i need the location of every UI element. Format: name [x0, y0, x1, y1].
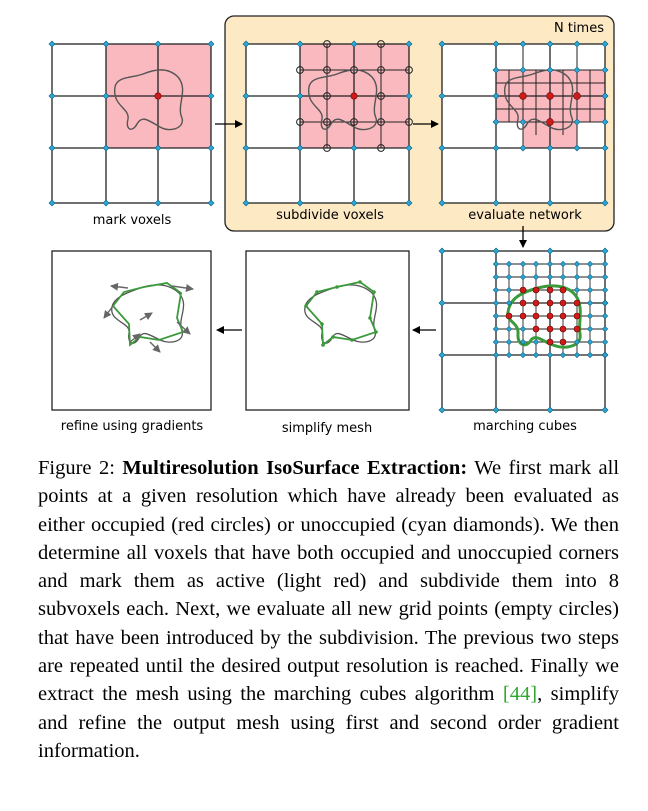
- occupied-point: [574, 326, 580, 332]
- mesh-vertex: [315, 290, 319, 294]
- panel-simplify-mesh: [246, 251, 409, 410]
- occupied-point: [560, 313, 566, 319]
- mesh-vertex: [368, 316, 372, 320]
- occupied-point: [547, 326, 553, 332]
- occupied-point: [560, 339, 566, 345]
- repeat-label: N times: [553, 21, 604, 36]
- panel-refine-gradients: [52, 251, 211, 410]
- unoccupied-point: [155, 200, 161, 206]
- occupied-point: [547, 339, 553, 345]
- caption-title: Multiresolution IsoSurface Extraction:: [122, 457, 468, 479]
- unoccupied-point: [49, 93, 55, 99]
- mesh-vertex: [372, 290, 376, 294]
- unoccupied-point: [103, 200, 109, 206]
- occupied-point: [560, 326, 566, 332]
- occupied-point: [574, 300, 580, 306]
- label-simplify-mesh: simplify mesh: [281, 421, 373, 436]
- mesh-vertex: [320, 322, 324, 326]
- mesh-vertex: [374, 330, 378, 334]
- mesh-vertex: [321, 343, 325, 347]
- occupied-point: [155, 93, 161, 99]
- label-refine-gradients: refine using gradients: [60, 419, 204, 434]
- occupied-point: [547, 93, 554, 100]
- occupied-point: [533, 313, 539, 319]
- mesh-vertex: [331, 335, 335, 339]
- occupied-point: [560, 287, 566, 293]
- occupied-point: [547, 313, 553, 319]
- mesh-vertex: [350, 338, 354, 342]
- citation-link[interactable]: [44]: [502, 683, 538, 706]
- occupied-point: [547, 119, 554, 126]
- occupied-point: [520, 93, 527, 100]
- occupied-point: [520, 313, 526, 319]
- caption-text-1: We first mark all points at a given resolution which have already been evaluated as either occupied (red circles) or unoccupied (cyan diamonds). We then determine all voxels that have both occupied and unoccupied corners and mark them as active (light red) and subdivide them into 8 subvoxels each. Next, we evaluate all new grid points (empty circles) that have been introduced by the subdivision. The previous two steps are repeated until the desired output resolution is reached. Finally we extract the mesh using the marching cubes algorithm: [38, 457, 620, 706]
- unoccupied-point: [49, 145, 55, 151]
- mesh-vertex: [335, 285, 339, 289]
- label-marching-cubes: marching cubes: [473, 419, 577, 434]
- caption-prefix: Figure 2:: [38, 457, 123, 479]
- figure-caption: [38, 454, 619, 765]
- unoccupied-point: [49, 200, 55, 206]
- unoccupied-point: [208, 200, 214, 206]
- occupied-point: [533, 287, 539, 293]
- occupied-point: [533, 300, 539, 306]
- occupied-point: [520, 300, 526, 306]
- occupied-point: [533, 326, 539, 332]
- occupied-point: [574, 93, 581, 100]
- occupied-point: [574, 313, 580, 319]
- label-evaluate-network: evaluate network: [468, 208, 582, 223]
- caption-text-2: , simplify and refine the output mesh using first and second order gradient information.: [38, 683, 619, 762]
- occupied-point: [506, 313, 512, 319]
- unoccupied-point: [49, 41, 55, 47]
- occupied-point: [351, 93, 357, 99]
- panel-mark-voxels: [52, 44, 211, 203]
- label-mark-voxels: mark voxels: [92, 213, 172, 228]
- occupied-point: [560, 300, 566, 306]
- mesh-vertex: [358, 280, 362, 284]
- occupied-point: [520, 287, 526, 293]
- mesh-vertex: [304, 304, 308, 308]
- label-subdivide-voxels: subdivide voxels: [276, 208, 384, 223]
- occupied-point: [547, 287, 553, 293]
- occupied-point: [547, 300, 553, 306]
